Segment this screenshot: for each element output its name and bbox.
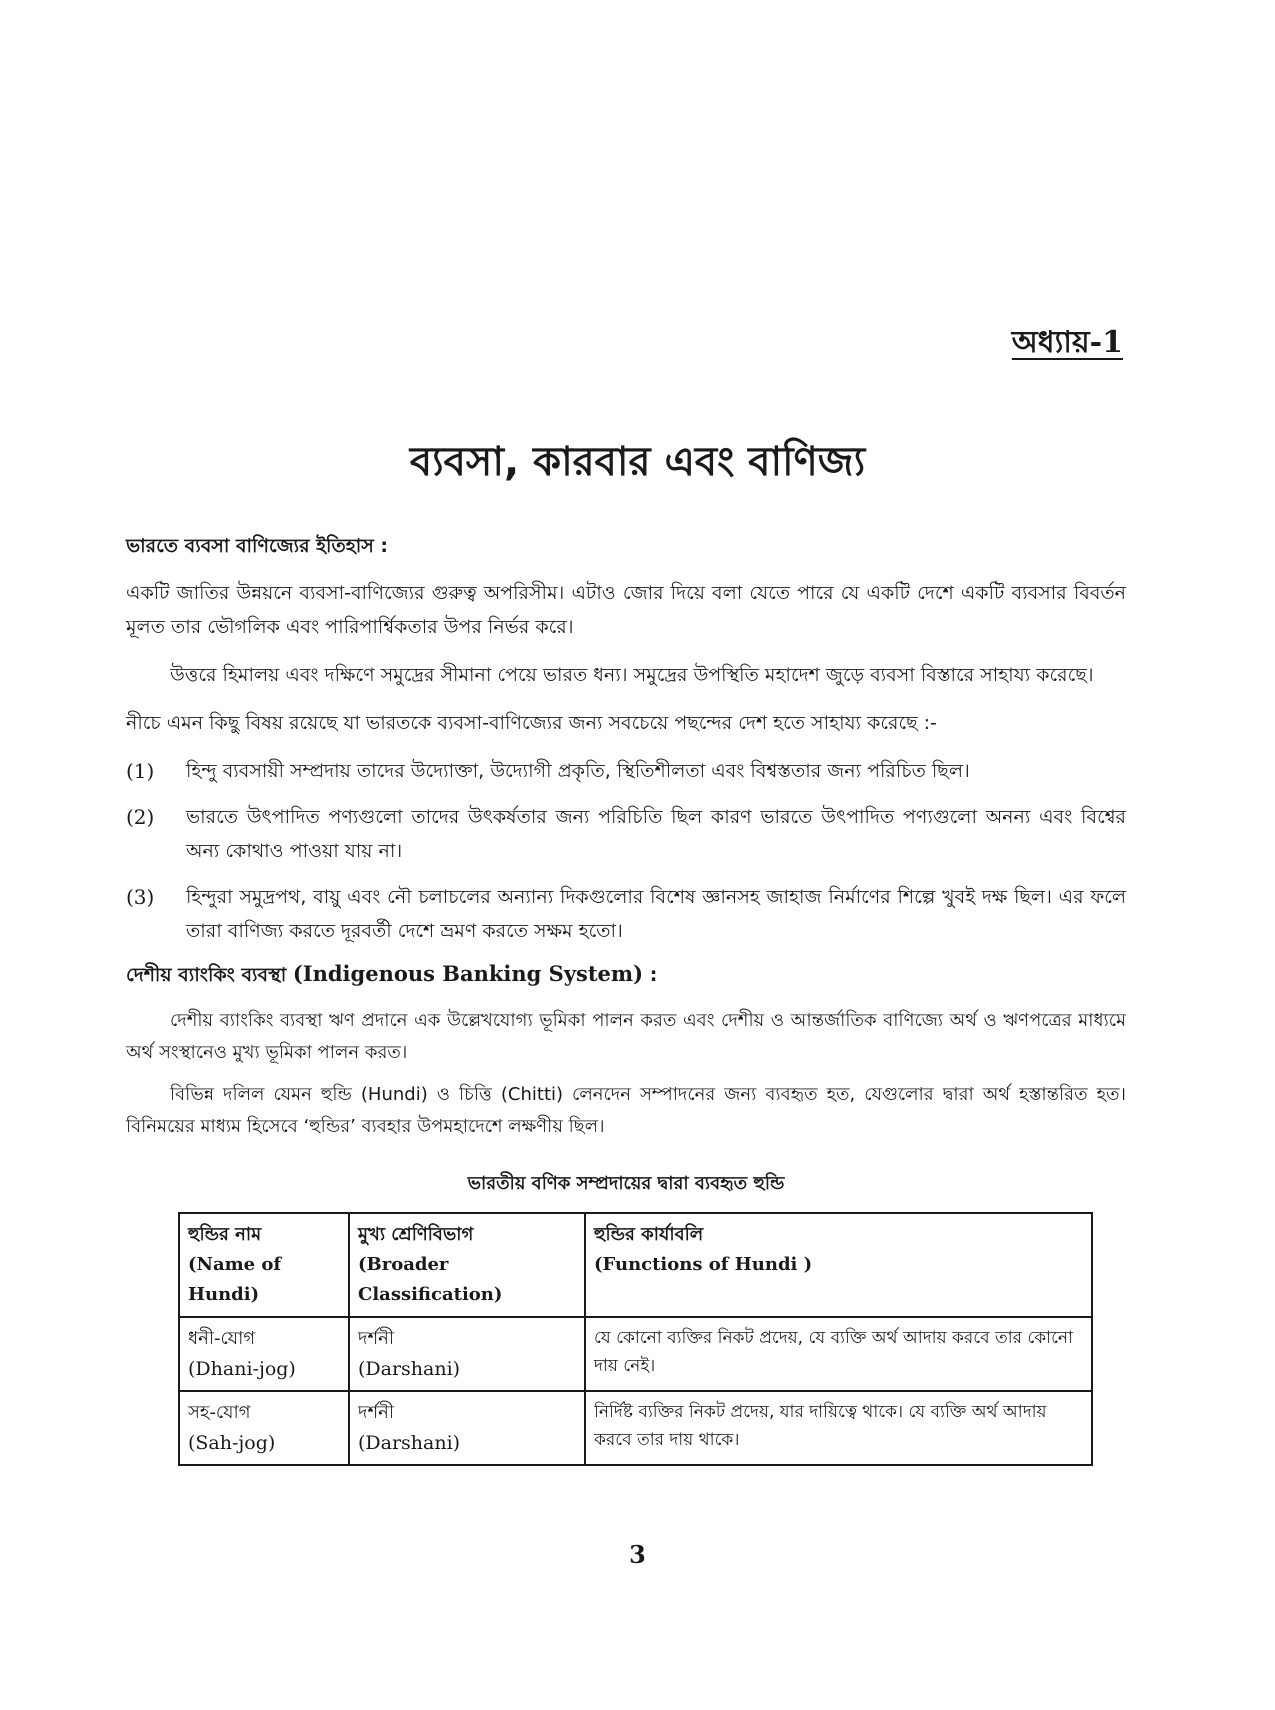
- list-number: (2): [126, 805, 155, 829]
- paragraph: উত্তরে হিমালয় এবং দক্ষিণে সমুদ্রের সীমানা পেয়ে ভারত ধন্য। সমুদ্রের উপস্থিতি মহাদেশ জুড়ে ব্যবসা বিস্তারে সাহায্য করেছে।: [170, 664, 1094, 686]
- heading-colon: :: [643, 964, 658, 986]
- table-header-row: [179, 1213, 1092, 1317]
- header-bn: হুন্ডির নাম: [188, 1224, 262, 1245]
- cell-classification: [349, 1391, 585, 1465]
- cell-function: নির্দিষ্ট ব্যক্তির নিকট প্রদেয়, যার দায়িত্বে থাকে। যে ব্যক্তি অর্থ আদায় করবে তার দায় থাকে।: [585, 1391, 1092, 1465]
- header-en: (Name of Hundi): [188, 1254, 282, 1305]
- cell-en: (Darshani): [358, 1358, 461, 1380]
- table-row: [179, 1391, 1092, 1465]
- header-bn: হুন্ডির কার্যাবলি: [594, 1224, 704, 1245]
- cell-name: [179, 1391, 349, 1465]
- header-cell-name: [179, 1213, 349, 1317]
- heading-en: (Indigenous Banking System): [292, 961, 644, 986]
- section-heading-banking: [126, 960, 1126, 989]
- list-number: (1): [126, 759, 155, 783]
- cell-bn: দর্শনী: [358, 1402, 394, 1423]
- heading-bn: দেশীয় ব্যাংকিং ব্যবস্থা: [126, 964, 287, 986]
- list-text: হিন্দু ব্যবসায়ী সম্প্রদায় তাদের উদ্যোক্তা, উদ্যোগী প্রকৃতি, স্থিতিশীলতা এবং বিশ্বস্ততার জন্য পরিচিত ছিল।: [186, 760, 970, 782]
- cell-function: যে কোনো ব্যক্তির নিকট প্রদেয়, যে ব্যক্তি অর্থ আদায় করবে তার কোনো দায় নেই।: [585, 1317, 1092, 1391]
- hundi-table: [178, 1212, 1093, 1466]
- page-title: ব্যবসা, কারবার এবং বাণিজ্য: [409, 439, 866, 485]
- section-heading-history: ভারতে ব্যবসা বাণিজ্যের ইতিহাস :: [126, 535, 389, 557]
- paragraph: দেশীয় ব্যাংকিং ব্যবস্থা ঋণ প্রদানে এক উল্লেখযোগ্য ভূমিকা পালন করত এবং দেশীয় ও আন্তর্জাতিক বাণিজ্যে অর্থ ও ঋণপত্রের মাধ্যমে অর্থ সংস্থানেও মুখ্য ভূমিকা পালন করত।: [126, 1010, 1126, 1063]
- page-number: 3: [629, 1540, 646, 1569]
- paragraph: বিভিন্ন দলিল যেমন হুন্ডি (Hundi) ও চিত্তি (Chitti) লেনদেন সম্পাদনের জন্য ব্যবহৃত হত, যেগুলোর দ্বারা অর্থ হস্তান্তরিত হত। বিনিময়ের মাধ্যম হিসেবে ‘হুন্ডির’ ব্যবহার উপমহাদেশে লক্ষণীয় ছিল।: [126, 1084, 1126, 1137]
- header-en: (Broader Classification): [358, 1254, 503, 1305]
- cell-classification: [349, 1317, 585, 1391]
- list-item: [126, 800, 1126, 868]
- cell-en: (Darshani): [358, 1432, 461, 1454]
- list-item: [126, 880, 1126, 948]
- paragraph: নীচে এমন কিছু বিষয় রয়েছে যা ভারতকে ব্যবসা-বাণিজ্যের জন্য সবচেয়ে পছন্দের দেশ হতে সাহায্য করেছে :-: [126, 712, 937, 734]
- paragraph: একটি জাতির উন্নয়নে ব্যবসা-বাণিজ্যের গুরুত্ব অপরিসীম। এটাও জোর দিয়ে বলা যেতে পারে যে একটি দেশে একটি ব্যবসার বিবর্তন মূলত তার ভৌগলিক এবং পারিপার্শ্বিকতার উপর নির্ভর করে।: [126, 582, 1126, 638]
- main-content: [126, 532, 1126, 1466]
- cell-name: [179, 1317, 349, 1391]
- cell-bn: সহ-যোগ: [188, 1402, 251, 1423]
- list-text: ভারতে উৎপাদিত পণ্যগুলো তাদের উৎকর্ষতার জন্য পরিচিতি ছিল কারণ ভারতে উৎপাদিত পণ্যগুলো অনন্য এবং বিশ্বের অন্য কোথাও পাওয়া যায় না।: [186, 806, 1126, 862]
- header-en: (Functions of Hundi ): [594, 1254, 813, 1275]
- header-cell-classification: [349, 1213, 585, 1317]
- list-number: (3): [126, 885, 155, 909]
- cell-bn: দর্শনী: [358, 1328, 394, 1349]
- cell-bn: ধনী-যোগ: [188, 1328, 256, 1349]
- list-item: [126, 754, 1126, 788]
- list-text: হিন্দুরা সমুদ্রপথ, বায়ু এবং নৌ চলাচলের অন্যান্য দিকগুলোর বিশেষ জ্ঞানসহ জাহাজ নির্মাণের শিল্পে খুবই দক্ষ ছিল। এর ফলে তারা বাণিজ্য করতে দূরবর্তী দেশে ভ্রমণ করতে সক্ষম হতো।: [186, 886, 1126, 942]
- header-bn: মুখ্য শ্রেণিবিভাগ: [358, 1224, 474, 1245]
- table-caption: ভারতীয় বণিক সম্প্রদায়ের দ্বারা ব্যবহৃত হুন্ডি: [467, 1173, 785, 1194]
- cell-en: (Sah-jog): [188, 1432, 276, 1454]
- header-cell-functions: [585, 1213, 1092, 1317]
- cell-en: (Dhani-jog): [188, 1358, 296, 1380]
- table-row: [179, 1317, 1092, 1391]
- chapter-label: অধ্যায়-1: [1011, 325, 1123, 360]
